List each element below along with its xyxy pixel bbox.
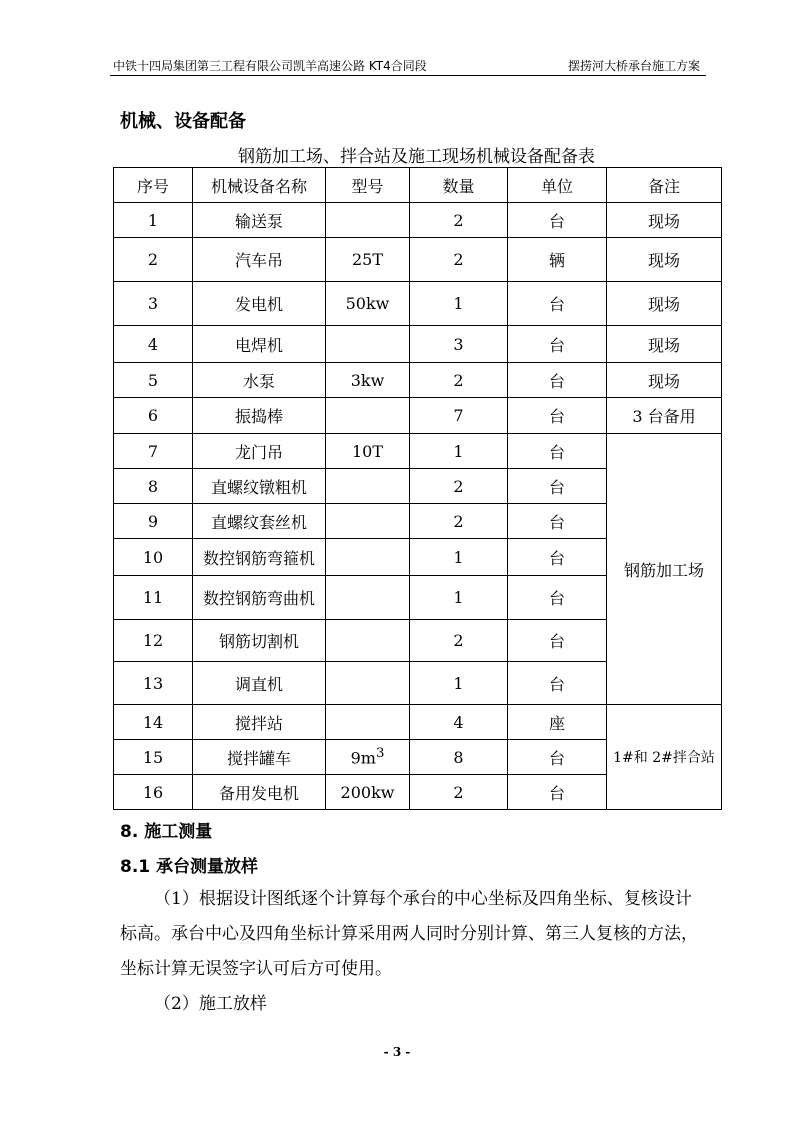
cell-no: 4 xyxy=(114,326,193,363)
cell-no: 1 xyxy=(114,203,193,238)
cell-qty: 1 xyxy=(410,282,508,326)
cell-model xyxy=(326,398,410,434)
cell-model xyxy=(326,662,410,705)
table-row xyxy=(114,434,722,469)
table-row xyxy=(114,282,722,326)
paragraph-1: （1）根据设计图纸逐个计算每个承台的中心坐标及四角坐标、复核设计标高。承台中心及四角坐标计算采用两人同时分别计算、第三人复核的方法，坐标计算无误签字认可后方可使用。 xyxy=(120,889,698,979)
cell-unit: 台 xyxy=(508,398,607,434)
cell-qty: 2 xyxy=(410,469,508,504)
cell-model xyxy=(326,326,410,363)
cell-name: 汽车吊 xyxy=(193,238,326,282)
cell-model xyxy=(326,740,410,775)
equipment-table xyxy=(113,167,722,810)
cell-qty: 1 xyxy=(410,434,508,469)
cell-model xyxy=(326,576,410,620)
cell-qty: 2 xyxy=(410,238,508,282)
header-document-title: 摆捞河大桥承台施工方案 xyxy=(567,59,700,73)
page-number: - 3 - xyxy=(383,1045,411,1059)
table-row xyxy=(114,203,722,238)
cell-no: 7 xyxy=(114,434,193,469)
cell-unit: 台 xyxy=(508,434,607,469)
cell-name: 直螺纹镦粗机 xyxy=(193,469,326,504)
table-row xyxy=(114,326,722,363)
cell-no: 9 xyxy=(114,504,193,539)
section-8-1-heading: 8.1 承台测量放样 xyxy=(120,857,259,877)
cell-note-merged: 1#和 2#拌合站 xyxy=(607,705,722,810)
cell-model xyxy=(326,539,410,576)
cell-note: 现场 xyxy=(607,363,722,398)
cell-unit: 台 xyxy=(508,662,607,705)
cell-no: 5 xyxy=(114,363,193,398)
cell-no: 11 xyxy=(114,576,193,620)
cell-unit: 台 xyxy=(508,539,607,576)
cell-model xyxy=(326,203,410,238)
cell-no: 12 xyxy=(114,620,193,662)
cell-qty: 4 xyxy=(410,705,508,740)
cell-model xyxy=(326,469,410,504)
cell-name: 搅拌站 xyxy=(193,705,326,740)
cell-unit: 台 xyxy=(508,469,607,504)
cell-note: 现场 xyxy=(607,326,722,363)
header-cell-no: 序号 xyxy=(114,168,193,203)
page-header xyxy=(113,57,700,75)
header-cell-unit: 单位 xyxy=(508,168,607,203)
table-row xyxy=(114,705,722,740)
cell-no: 10 xyxy=(114,539,193,576)
cell-model xyxy=(326,504,410,539)
cell-note: 现场 xyxy=(607,282,722,326)
cell-no: 13 xyxy=(114,662,193,705)
cell-name: 直螺纹套丝机 xyxy=(193,504,326,539)
model-value: 9m xyxy=(350,748,376,768)
header-cell-model: 型号 xyxy=(326,168,410,203)
cell-no: 14 xyxy=(114,705,193,740)
cell-qty: 2 xyxy=(410,504,508,539)
cell-unit: 台 xyxy=(508,775,607,810)
cell-name: 搅拌罐车 xyxy=(193,740,326,775)
cell-no: 3 xyxy=(114,282,193,326)
cell-qty: 1 xyxy=(410,539,508,576)
section-8-heading: 8. 施工测量 xyxy=(120,822,213,842)
cell-no: 6 xyxy=(114,398,193,434)
cell-qty: 8 xyxy=(410,740,508,775)
cell-name: 振捣棒 xyxy=(193,398,326,434)
cell-no: 16 xyxy=(114,775,193,810)
table-row xyxy=(114,398,722,434)
cell-unit: 座 xyxy=(508,705,607,740)
table-row xyxy=(114,363,722,398)
cell-unit: 台 xyxy=(508,576,607,620)
cell-name: 龙门吊 xyxy=(193,434,326,469)
cell-qty: 3 xyxy=(410,326,508,363)
section-title: 机械、设备配备 xyxy=(120,111,246,132)
cell-unit: 台 xyxy=(508,504,607,539)
cell-name: 调直机 xyxy=(193,662,326,705)
cell-model: 10T xyxy=(326,434,410,469)
cell-qty: 1 xyxy=(410,576,508,620)
cell-qty: 1 xyxy=(410,662,508,705)
header-cell-qty: 数量 xyxy=(410,168,508,203)
header-divider xyxy=(110,75,706,76)
paragraph-2: （2）施工放样 xyxy=(154,994,267,1014)
cell-note: 现场 xyxy=(607,203,722,238)
cell-qty: 2 xyxy=(410,363,508,398)
cell-name: 备用发电机 xyxy=(193,775,326,810)
cell-unit: 台 xyxy=(508,326,607,363)
table-row xyxy=(114,238,722,282)
cell-model: 200kw xyxy=(326,775,410,810)
cell-qty: 2 xyxy=(410,620,508,662)
cell-qty: 2 xyxy=(410,775,508,810)
cell-qty: 7 xyxy=(410,398,508,434)
cell-unit: 台 xyxy=(508,620,607,662)
cell-note: 现场 xyxy=(607,238,722,282)
cell-model xyxy=(326,705,410,740)
model-superscript: 3 xyxy=(375,746,385,762)
cell-name: 发电机 xyxy=(193,282,326,326)
cell-name: 钢筋切割机 xyxy=(193,620,326,662)
cell-unit: 台 xyxy=(508,282,607,326)
cell-name: 水泵 xyxy=(193,363,326,398)
cell-unit: 台 xyxy=(508,203,607,238)
cell-model xyxy=(326,620,410,662)
table-header-row xyxy=(114,168,722,203)
cell-qty: 2 xyxy=(410,203,508,238)
cell-name: 数控钢筋弯箍机 xyxy=(193,539,326,576)
cell-name: 输送泵 xyxy=(193,203,326,238)
cell-no: 2 xyxy=(114,238,193,282)
header-cell-name: 机械设备名称 xyxy=(193,168,326,203)
cell-model: 25T xyxy=(326,238,410,282)
cell-unit: 台 xyxy=(508,363,607,398)
cell-model: 3kw xyxy=(326,363,410,398)
header-cell-note: 备注 xyxy=(607,168,722,203)
cell-note-merged: 钢筋加工场 xyxy=(607,434,722,705)
table-title: 钢筋加工场、拌合站及施工现场机械设备配备表 xyxy=(238,147,595,167)
cell-name: 电焊机 xyxy=(193,326,326,363)
cell-no: 15 xyxy=(114,740,193,775)
cell-unit: 辆 xyxy=(508,238,607,282)
cell-name: 数控钢筋弯曲机 xyxy=(193,576,326,620)
header-project-name: 中铁十四局集团第三工程有限公司凯羊高速公路 KT4合同段 xyxy=(113,59,427,73)
cell-unit: 台 xyxy=(508,740,607,775)
cell-no: 8 xyxy=(114,469,193,504)
cell-model: 50kw xyxy=(326,282,410,326)
cell-note: 3 台备用 xyxy=(607,398,722,434)
